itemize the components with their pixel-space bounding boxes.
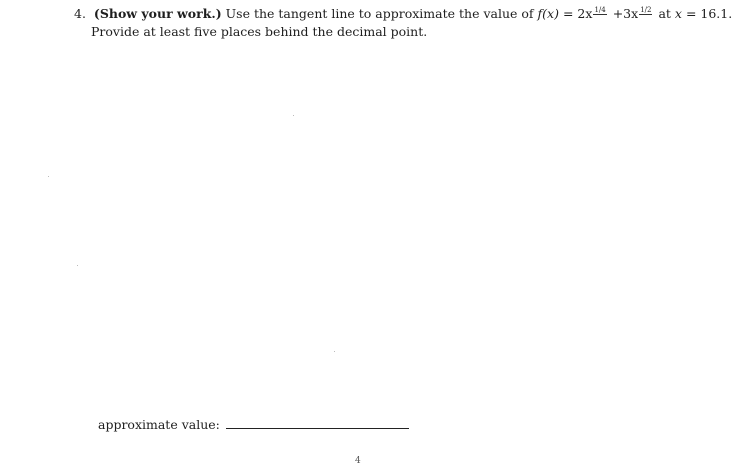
scan-speck (334, 351, 335, 352)
x-value: = 16.1. (685, 6, 732, 21)
function-lhs: f(x) (537, 6, 559, 21)
scan-speck (48, 176, 49, 177)
problem-instruction: Use the tangent line to approximate the value of (225, 6, 534, 21)
term2-base: 3x (623, 6, 639, 21)
term1-exponent: 1/4 (594, 6, 606, 14)
problem-number: 4. (74, 6, 86, 21)
problem-statement-line-2: Provide at least five places behind the decimal point. (91, 24, 428, 39)
page-footer-mark: 4 (355, 456, 361, 466)
equals-sign: = (562, 6, 574, 21)
answer-blank-line[interactable] (226, 416, 409, 429)
function-expression (538, 6, 659, 21)
problem-4 (74, 6, 732, 39)
problem-statement-line-1 (74, 6, 732, 24)
term2-exponent: 1/2 (640, 6, 652, 14)
at-word: at (658, 6, 671, 21)
answer-area (98, 416, 409, 432)
show-work-emphasis: (Show your work.) (93, 6, 222, 21)
answer-label: approximate value: (98, 417, 220, 432)
scan-speck (293, 115, 294, 116)
scan-speck (77, 265, 78, 266)
term1-base: 2x (577, 6, 593, 21)
plus-sign: + (612, 6, 624, 21)
x-variable: x (674, 6, 682, 21)
